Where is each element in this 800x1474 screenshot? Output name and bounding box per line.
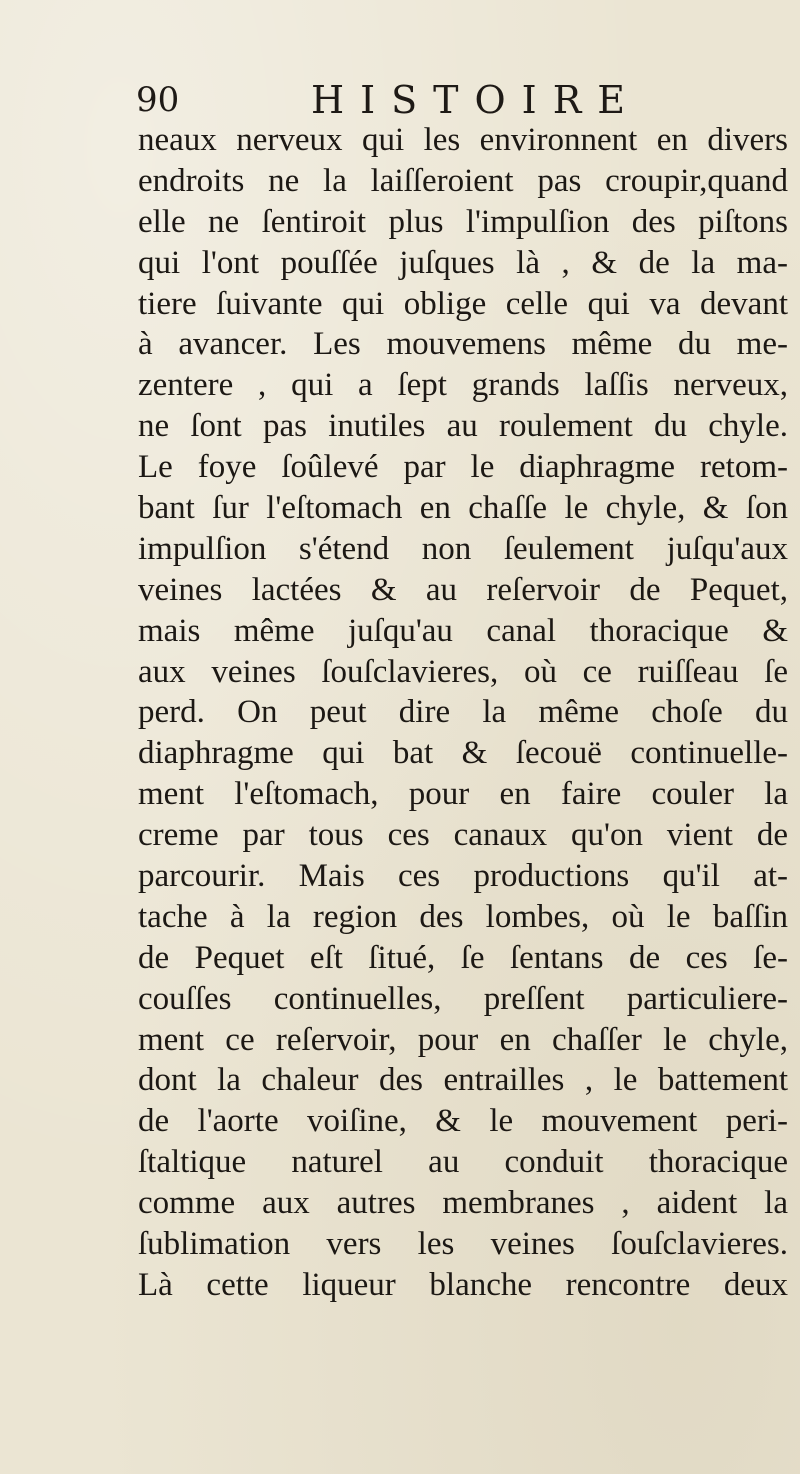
text-line: aux veines ſouſclavieres, où ce ruiſſeau ſe [138, 653, 788, 690]
page-number: 90 [136, 80, 180, 120]
text-line: comme aux autres membranes , aident la [138, 1185, 788, 1222]
text-line: de Pequet eſt ſitué, ſe ſentans de ces ſe- [138, 939, 788, 976]
text-line: tache à la region des lombes, où le baſſin [138, 898, 788, 935]
text-line: creme par tous ces canaux qu'on vient de [138, 817, 788, 854]
text-line: couſſes continuelles, preſſent particuliere- [138, 980, 788, 1017]
text-line: mais même juſqu'au canal thoracique & [138, 612, 788, 649]
text-line: endroits ne la laiſſeroient pas croupir,quand [138, 162, 788, 199]
text-line: Là cette liqueur blanche rencontre deux [138, 1266, 788, 1303]
running-title: HISTOIRE [311, 78, 642, 122]
text-line: elle ne ſentiroit plus l'impulſion des piſtons [138, 203, 788, 240]
text-line: veines lactées & au reſervoir de Pequet, [138, 571, 788, 608]
text-line: bant ſur l'eſtomach en chaſſe le chyle, & ſon [138, 490, 788, 527]
text-line: Le foye ſoûlevé par le diaphragme retom- [138, 449, 788, 486]
text-line: ment l'eſtomach, pour en faire couler la [138, 776, 788, 813]
text-line: perd. On peut dire la même choſe du [138, 694, 788, 731]
text-line: dont la chaleur des entrailles , le battement [138, 1062, 788, 1099]
text-line: de l'aorte voiſine, & le mouvement peri- [138, 1103, 788, 1140]
text-line: ſublimation vers les veines ſouſclavieres. [138, 1226, 788, 1263]
running-head [136, 78, 696, 122]
body-text [138, 120, 788, 1306]
text-line: qui l'ont pouſſée juſques là , & de la ma- [138, 244, 788, 281]
text-line: impulſion s'étend non ſeulement juſqu'aux [138, 530, 788, 567]
text-line: ſtaltique naturel au conduit thoracique [138, 1144, 788, 1181]
text-line: diaphragme qui bat & ſecouë continuelle- [138, 735, 788, 772]
text-line: à avancer. Les mouvemens même du me- [138, 326, 788, 363]
text-line: ment ce reſervoir, pour en chaſſer le chyle, [138, 1021, 788, 1058]
text-line: ne ſont pas inutiles au roulement du chyle. [138, 408, 788, 445]
text-line: tiere ſuivante qui oblige celle qui va devant [138, 285, 788, 322]
text-line: neaux nerveux qui les environnent en divers [138, 122, 788, 158]
text-line: parcourir. Mais ces productions qu'il at- [138, 858, 788, 895]
text-line: zentere , qui a ſept grands laſſis nerveux, [138, 367, 788, 404]
